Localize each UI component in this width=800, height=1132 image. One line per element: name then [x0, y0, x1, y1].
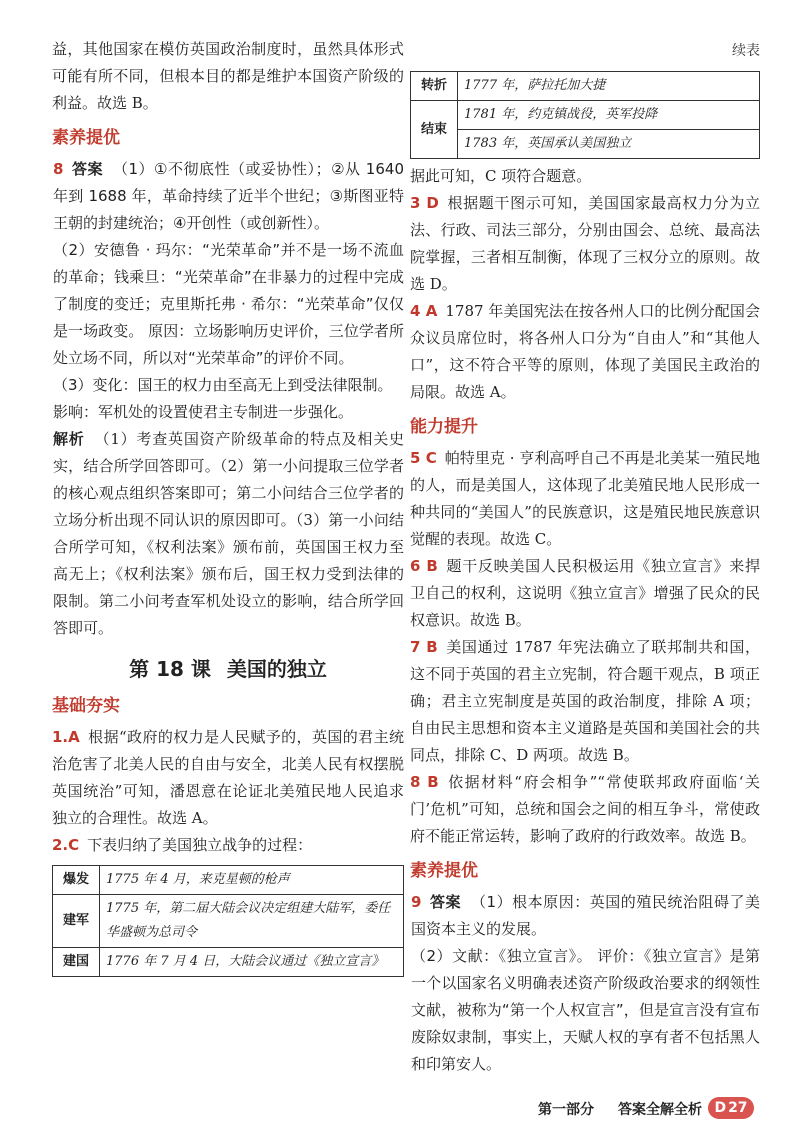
section-heading-nengli: 能力提升 [410, 417, 478, 437]
answer-part-3b: 影响：军机处的设置使君主专制进一步强化。 [53, 403, 354, 421]
answer-part-1: （1）根本原因：英国的殖民统治阻碍了美国资本主义的发展。 [411, 893, 760, 938]
table-cell: 1777 年，萨拉托加大捷 [458, 72, 760, 101]
answer-part-2: （2）安德鲁 · 玛尔：“光荣革命”并不是一场不流血的革命；钱乘旦：“光荣革命”在非暴力的过程中完成了制度的变迁；克里斯托弗 · 希尔：“光荣革命”仅仅是一场政变。 原因：立场影响历史评价，三位学者所处立场不同，所以对“光荣革命”的评价不同。 [53, 241, 404, 367]
table-cell: 1783 年，英国承认美国独立 [458, 130, 760, 159]
table-cell: 1775 年，第二届大陆会议决定组建大陆军，委任华盛顿为总司令 [100, 895, 404, 948]
answer-label: 答案 [71, 160, 103, 178]
table-key: 爆发 [53, 866, 100, 895]
question-1 [52, 724, 404, 832]
intro-paragraph: 益，其他国家在模仿英国政治制度时，虽然具体形式可能有所不同，但根本目的都是维护本国资产阶级的利益。故选 B。 [52, 40, 404, 112]
question-text: 美国通过 1787 年宪法确立了联邦制共和国，这不同于英国的君主立宪制，符合题干观点，B 项正确；君主立宪制度是英国的政治制度，排除 A 项；自由民主思想和资本主义道路是英国和美国社会的共同点，排除 C、D 两项。故选 B。 [410, 638, 760, 764]
question-text: 帕特里克 · 亨利高呼自己不再是北美某一殖民地的人，而是美国人，这体现了北美殖民地人民形成一种共同的“美国人”的民族意识，这是殖民地民族意识觉醒的表现。故选 C。 [410, 449, 760, 548]
right-column [410, 8, 760, 1078]
answer-part-3: （3）变化：国王的权力由至高无上到受法律限制。 [53, 376, 393, 394]
question-number: 5 C [410, 449, 437, 467]
question-text: 依据材料“府会相争”“常使联邦政府面临‘关门’危机”可知，总统和国会之间的相互争斗，常使政府不能正常运转，影响了政府的行政效率。故选 B。 [410, 773, 760, 845]
table-row [53, 866, 404, 895]
war-timeline-table-continued [410, 71, 760, 159]
badge-letter: D [714, 1100, 727, 1116]
question-number: 8 B [410, 773, 439, 791]
war-timeline-table [52, 865, 404, 977]
table-row [53, 895, 404, 948]
question-5 [410, 445, 760, 553]
table-cell: 1776 年 7 月 4 日，大陆会议通过《独立宣言》 [100, 948, 404, 977]
question-number: 9 [411, 893, 422, 911]
answer-part-2: （2）文献：《独立宣言》。 评价：《独立宣言》是第一个以国家名义明确表述资产阶级政治要求的纲领性文献，被称为“第一个人权宣言”，但是宣言没有宣布废除奴隶制，事实上，天赋人权的享有者不包括黑人和印第安人。 [411, 947, 760, 1073]
question-text: 根据题干图示可知，美国国家最高权力分为立法、行政、司法三部分，分别由国会、总统、最高法院掌握，三者相互制衡，体现了三权分立的原则。故选 D。 [410, 194, 760, 293]
page-number-badge [708, 1097, 754, 1119]
question-number: 4 A [410, 302, 438, 320]
continued-label: 续表 [732, 43, 760, 59]
question-number: 1.A [52, 728, 80, 746]
question-4 [410, 298, 760, 406]
table-cell: 1781 年，约克镇战役，英军投降 [458, 101, 760, 130]
question-text: 下表归纳了美国独立战争的过程： [87, 836, 313, 854]
question-8b [410, 769, 760, 850]
question-8 [52, 156, 404, 642]
table-key: 建国 [53, 948, 100, 977]
question-text: 题干反映美国人民积极运用《独立宣言》来捍卫自己的权利，这说明《独立宣言》增强了民众的民权意识。故选 B。 [410, 557, 760, 629]
left-column [52, 36, 404, 977]
question-text: 根据“政府的权力是人民赋予的，英国的君主统治危害了北美人民的自由与安全，北美人民有权摆脱英国统治”可知，潘恩意在论证北美殖民地人民追求独立的合理性。故选 A。 [52, 728, 404, 827]
table-row [53, 948, 404, 977]
analysis-text: （1）考查英国资产阶级革命的特点及相关史实，结合所学回答即可。（2）第一小问提取三位学者的核心观点组织答案即可；第二小问结合三位学者的立场分析出现不同认识的原因即可。（3）第一小问结合所学可知，《权利法案》颁布前，英国国王权力至高无上；《权利法案》颁布后，国王权力受到法律的限制。第二小问考查军机处设立的影响，结合所学回答即可。 [53, 430, 404, 637]
question-number: 7 B [410, 638, 438, 656]
table-row [411, 101, 760, 130]
table-key: 结束 [411, 101, 458, 159]
lesson-number: 第 18 课 [129, 657, 211, 681]
question-number: 2.C [52, 836, 80, 854]
table-row [411, 130, 760, 159]
question-7 [410, 634, 760, 769]
page-footer [520, 1097, 760, 1121]
footer-part: 第一部分 [538, 1102, 594, 1118]
question-number: 8 [53, 160, 64, 178]
question-number: 6 B [410, 557, 438, 575]
analysis-label: 解析 [53, 430, 85, 448]
table-key: 建军 [53, 895, 100, 948]
question-text: 1787 年美国宪法在按各州人口的比例分配国会众议员席位时，将各州人口分为“自由人”和“其他人口”，这不符合平等的原则，体现了美国民主政治的局限。故选 A。 [410, 302, 760, 401]
page-number: 27 [728, 1100, 748, 1116]
answer-label: 答案 [429, 893, 462, 911]
table-cell: 1775 年 4 月，来克星顿的枪声 [100, 866, 404, 895]
question-number: 3 D [410, 194, 439, 212]
section-heading-suyang: 素养提优 [410, 861, 478, 881]
table-key: 转折 [411, 72, 458, 101]
question-3 [410, 190, 760, 298]
section-heading-jichu: 基础夯实 [52, 696, 120, 716]
table-row [411, 72, 760, 101]
question-6 [410, 553, 760, 634]
footer-label: 答案全解全析 [618, 1102, 702, 1118]
answer-part-1: （1）①不彻底性（或妥协性）；②从 1640 年到 1688 年，革命持续了近半个世纪；③斯图亚特王朝的封建统治；④开创性（或创新性）。 [53, 160, 404, 232]
question-2 [52, 832, 404, 859]
question-9 [410, 889, 760, 1078]
after-table-text: 据此可知，C 项符合题意。 [410, 167, 592, 185]
lesson-title [52, 656, 404, 683]
lesson-name: 美国的独立 [226, 657, 327, 681]
section-heading-suyang: 素养提优 [52, 128, 120, 148]
